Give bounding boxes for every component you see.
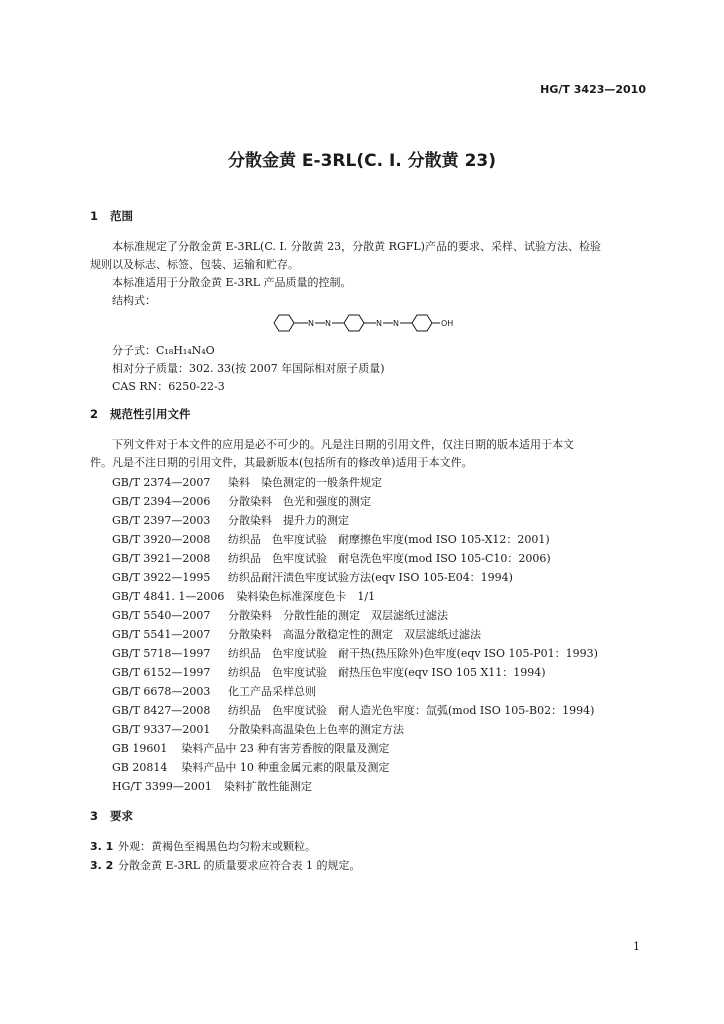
reference-item	[112, 778, 312, 794]
reference-title: 染料产品中 23 种有害芳香胺的限量及测定	[181, 742, 390, 755]
cas-number: CAS RN：6250-22-3	[112, 380, 225, 393]
reference-title: 化工产品采样总则	[228, 685, 316, 698]
reference-code: GB 19601	[112, 742, 168, 755]
reference-code: GB/T 3921—2008	[112, 552, 211, 565]
reference-item	[112, 664, 546, 680]
benzene-ring-3	[412, 315, 432, 331]
standard-code: HG/T 3423—2010	[540, 83, 646, 96]
reference-title: 分散染料 提升力的测定	[228, 514, 349, 527]
requirement-text: 外观：黄褐色至褐黑色均匀粉末或颗粒。	[118, 840, 316, 853]
page-number: 1	[633, 940, 640, 953]
section-1-number: 1	[90, 209, 99, 223]
structure-label: 结构式：	[112, 294, 156, 307]
section-1-title: 范围	[110, 209, 133, 223]
section-2-heading	[90, 406, 191, 422]
reference-item	[112, 626, 481, 642]
svg-text:N: N	[308, 319, 314, 328]
reference-code: GB/T 2374—2007	[112, 476, 211, 489]
reference-item	[112, 683, 316, 699]
reference-title: 染料染色标准深度色卡 1/1	[236, 590, 376, 603]
references-intro-line-2: 件。凡是不注日期的引用文件，其最新版本(包括所有的修改单)适用于本文件。	[90, 456, 473, 469]
reference-title: 纺织品 色牢度试验 耐皂洗色牢度(mod ISO 105-C10：2006)	[228, 552, 551, 565]
reference-item	[112, 512, 349, 528]
svg-text:N: N	[376, 319, 382, 328]
reference-code: GB/T 2394—2006	[112, 495, 211, 508]
reference-title: 纺织品 色牢度试验 耐热压色牢度(eqv ISO 105 X11：1994)	[228, 666, 546, 679]
reference-title: 纺织品 色牢度试验 耐人造光色牢度：氙弧(mod ISO 105-B02：1994)	[228, 704, 595, 717]
reference-item	[112, 721, 404, 737]
requirement-text: 分散金黄 E-3RL 的质量要求应符合表 1 的规定。	[118, 859, 361, 872]
reference-item	[112, 550, 551, 566]
reference-title: 分散染料 色光和强度的测定	[228, 495, 371, 508]
reference-title: 分散染料 高温分散稳定性的测定 双层滤纸过滤法	[228, 628, 481, 641]
reference-item	[112, 493, 371, 509]
section-3-title: 要求	[110, 809, 133, 823]
section-2-number: 2	[90, 407, 99, 421]
section-3-heading	[90, 808, 133, 824]
section-2-title: 规范性引用文件	[110, 407, 191, 421]
requirement-3-1	[90, 838, 316, 854]
requirement-number: 3. 1	[90, 840, 114, 853]
reference-item	[112, 759, 389, 775]
section-1-heading	[90, 208, 133, 224]
hydroxyl-label: OH	[441, 319, 454, 328]
reference-code: GB/T 3920—2008	[112, 533, 211, 546]
references-intro-line-1: 下列文件对于本文件的应用是必不可少的。凡是注日期的引用文件，仅注日期的版本适用于本文	[112, 438, 574, 451]
reference-code: GB 20814	[112, 761, 168, 774]
reference-title: 纺织品耐汗渍色牢度试验方法(eqv ISO 105-E04：1994)	[228, 571, 513, 584]
requirement-3-2	[90, 857, 361, 873]
scope-para-2: 本标准适用于分散金黄 E-3RL 产品质量的控制。	[112, 276, 352, 289]
reference-item	[112, 645, 598, 661]
molecular-weight: 相对分子质量：302. 33(按 2007 年国际相对原子质量)	[112, 362, 385, 375]
structural-formula	[270, 310, 470, 336]
reference-code: GB/T 5540—2007	[112, 609, 211, 622]
reference-item	[112, 474, 382, 490]
reference-item	[112, 531, 550, 547]
reference-code: GB/T 5718—1997	[112, 647, 211, 660]
reference-title: 分散染料高温染色上色率的测定方法	[228, 723, 404, 736]
reference-title: 染料 染色测定的一般条件规定	[228, 476, 382, 489]
svg-text:N: N	[325, 319, 331, 328]
scope-para-1-line-2: 规则以及标志、标签、包装、运输和贮存。	[90, 258, 299, 271]
reference-item	[112, 702, 594, 718]
reference-code: HG/T 3399—2001	[112, 780, 212, 793]
reference-item	[112, 607, 448, 623]
svg-text:N: N	[393, 319, 399, 328]
reference-code: GB/T 4841. 1—2006	[112, 590, 225, 603]
reference-code: GB/T 5541—2007	[112, 628, 211, 641]
document-title: 分散金黄 E-3RL(C. I. 分散黄 23)	[227, 151, 496, 171]
reference-code: GB/T 9337—2001	[112, 723, 211, 736]
reference-title: 染料产品中 10 种重金属元素的限量及测定	[181, 761, 390, 774]
molecular-formula: 分子式：C₁₈H₁₄N₄O	[112, 344, 215, 357]
benzene-ring-2	[344, 315, 364, 331]
reference-code: GB/T 6152—1997	[112, 666, 211, 679]
requirement-number: 3. 2	[90, 859, 114, 872]
reference-code: GB/T 3922—1995	[112, 571, 211, 584]
section-3-number: 3	[90, 809, 99, 823]
reference-title: 分散染料 分散性能的测定 双层滤纸过滤法	[228, 609, 448, 622]
reference-title: 纺织品 色牢度试验 耐摩擦色牢度(mod ISO 105-X12：2001)	[228, 533, 550, 546]
reference-code: GB/T 6678—2003	[112, 685, 211, 698]
benzene-ring-1	[274, 315, 294, 331]
scope-para-1-line-1: 本标准规定了分散金黄 E-3RL(C. I. 分散黄 23，分散黄 RGFL)产品的要求、采样、试验方法、检验	[112, 240, 601, 253]
reference-title: 染料扩散性能测定	[223, 780, 312, 793]
reference-item	[112, 588, 375, 604]
reference-code: GB/T 8427—2008	[112, 704, 211, 717]
reference-item	[112, 740, 389, 756]
reference-title: 纺织品 色牢度试验 耐干热(热压除外)色牢度(eqv ISO 105-P01：1993)	[228, 647, 598, 660]
reference-code: GB/T 2397—2003	[112, 514, 211, 527]
reference-item	[112, 569, 513, 585]
